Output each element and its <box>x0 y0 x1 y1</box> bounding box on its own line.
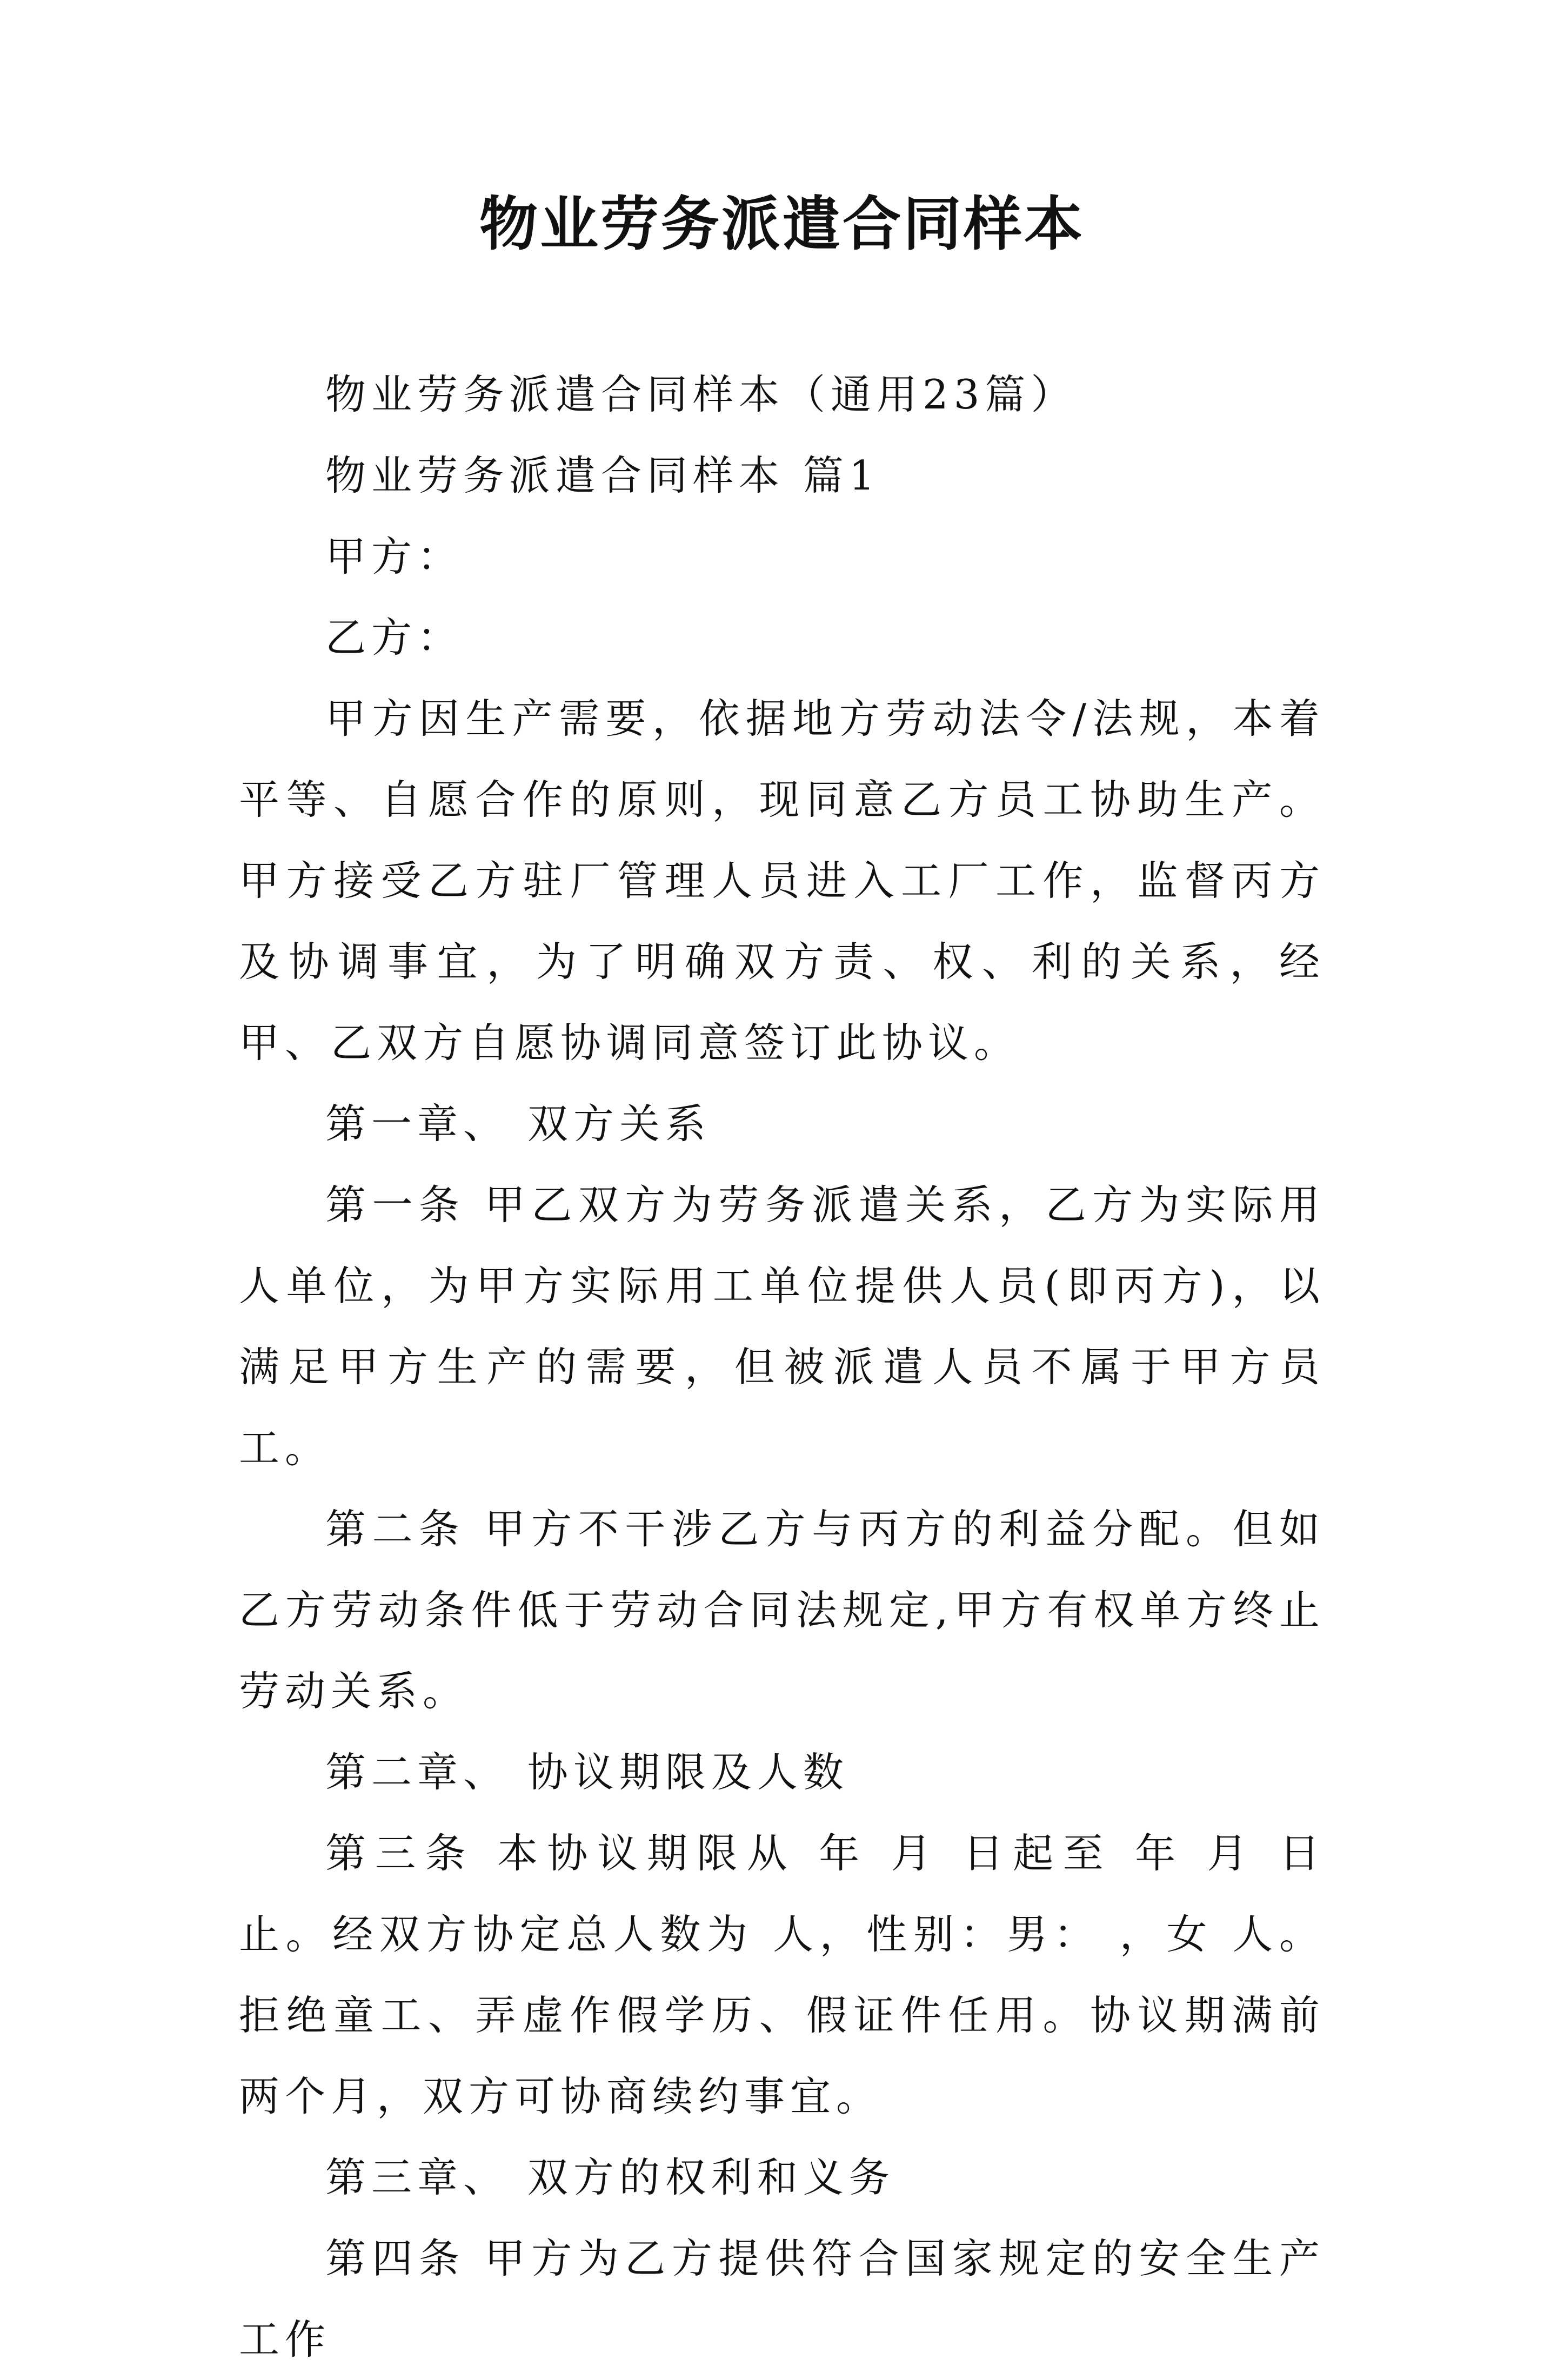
document-body <box>239 354 1325 2380</box>
subtitle-paragraph: 物业劳务派遣合同样本（通用23篇） <box>325 371 1077 418</box>
article-paragraph: 第二条 甲方不干涉乙方与丙方的利益分配。但如乙方劳动条件低于劳动合同法规定,甲方有权单方终止劳动关系。 <box>239 1505 1325 1715</box>
article-paragraph: 第三条 本协议期限从 年 月 日起至 年 月 日止。经双方协定总人数为 人，性别：男： ，女 人。拒绝童工、弄虚作假学历、假证件任用。协议期满前两个月，双方可协商续约事宜。 <box>239 1829 1325 2120</box>
article-paragraph: 第四条 甲方为乙方提供符合国家规定的安全生产工作 <box>239 2235 1325 2363</box>
article-paragraph: 第一条 甲乙双方为劳务派遣关系，乙方为实际用人单位，为甲方实际用工单位提供人员(即丙方)，以满足甲方生产的需要，但被派遣人员不属于甲方员工。 <box>239 1181 1325 1472</box>
document-title: 物业劳务派遣合同样本 <box>479 190 1085 258</box>
chapter-heading: 第二章、 协议期限及人数 <box>325 1748 849 1796</box>
chapter-heading: 第三章、 双方的权利和义务 <box>325 2154 895 2201</box>
preamble-paragraph: 甲方因生产需要，依据地方劳动法令/法规，本着平等、自愿合作的原则，现同意乙方员工协助生产。甲方接受乙方驻厂管理人员进入工厂工作，监督丙方及协调事宜，为了明确双方责、权、利的关系，经甲、乙双方自愿协调同意签订此协议。 <box>239 695 1325 1067</box>
chapter-heading: 第一章、 双方关系 <box>325 1100 711 1148</box>
section-heading: 物业劳务派遣合同样本 篇1 <box>325 452 880 499</box>
party-b-line: 乙方： <box>325 614 464 661</box>
party-a-line: 甲方： <box>325 533 464 580</box>
